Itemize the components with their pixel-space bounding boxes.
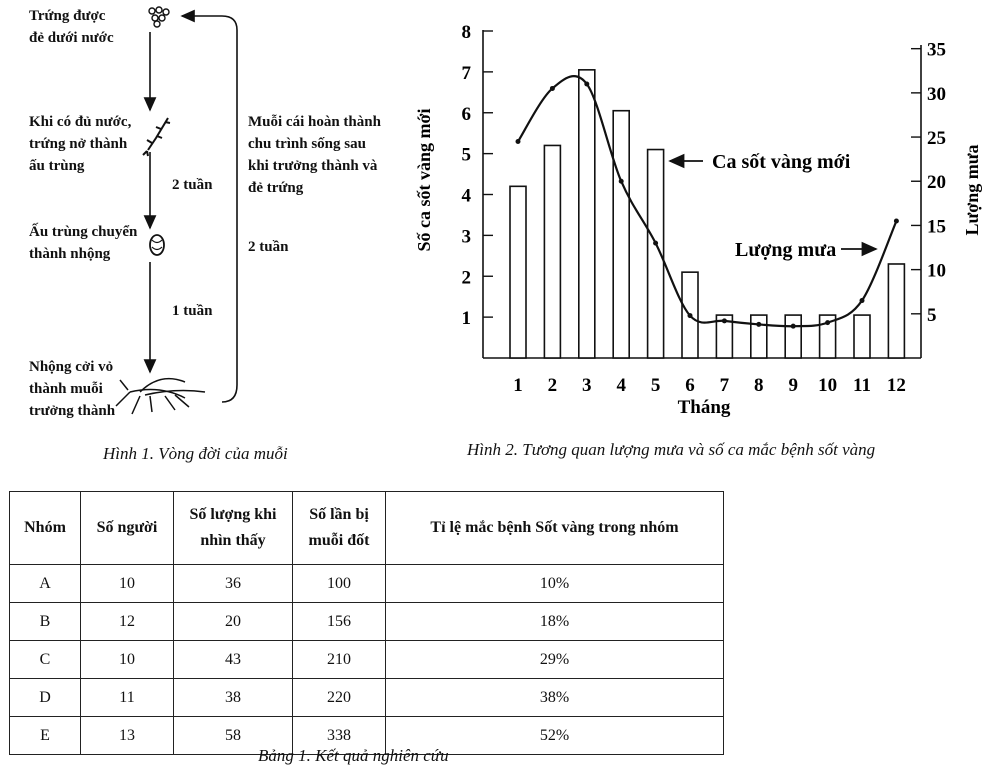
x-tick-label: 3 xyxy=(582,375,592,396)
table-cell: 52% xyxy=(386,717,724,755)
x-tick-label: 2 xyxy=(547,375,558,396)
bar-cases-3 xyxy=(579,70,595,358)
bar-cases-12 xyxy=(888,264,904,358)
header-bites: Số lần bị muỗi đốt xyxy=(293,492,386,565)
y2-tick-label: 20 xyxy=(927,172,946,194)
x-axis-label: Tháng xyxy=(677,397,731,418)
table-cell: 11 xyxy=(81,679,174,717)
table-row xyxy=(10,565,724,603)
rainfall-point-11 xyxy=(860,298,865,303)
table-row xyxy=(10,603,724,641)
y-tick-label: 7 xyxy=(461,62,471,84)
rainfall-point-7 xyxy=(722,318,727,323)
table-header-row xyxy=(10,492,724,565)
table-cell: 10% xyxy=(386,565,724,603)
y2-tick-label: 10 xyxy=(927,260,946,282)
y-tick-label: 1 xyxy=(461,308,471,330)
larva-icon xyxy=(143,118,170,156)
stage-adult-label: Nhộng cởi vỏ thành muỗi trưởng thành xyxy=(29,359,116,419)
rainfall-point-8 xyxy=(756,322,761,327)
table-cell: 10 xyxy=(81,565,174,603)
header-rate: Tỉ lệ mắc bệnh Sốt vàng trong nhóm xyxy=(386,492,724,565)
x-tick-label: 6 xyxy=(685,375,695,396)
rainfall-point-5 xyxy=(653,241,658,246)
results-table xyxy=(9,491,724,755)
table-cell: 38 xyxy=(174,679,293,717)
bar-cases-4 xyxy=(613,111,629,358)
mosquito-icon xyxy=(116,379,205,414)
figure2-caption: Hình 2. Tương quan lượng mưa và số ca mắc bệnh sốt vàng xyxy=(467,440,876,459)
figure1-caption: Hình 1. Vòng đời của muỗi xyxy=(103,444,288,463)
duration-pupa: 1 tuần xyxy=(172,303,213,319)
duration-adult: 2 tuần xyxy=(248,239,289,255)
rainfall-point-1 xyxy=(516,139,521,144)
y2-tick-label: 30 xyxy=(927,83,946,105)
y2-axis-label: Lượng mưa xyxy=(962,144,982,236)
rainfall-point-2 xyxy=(550,86,555,91)
table-cell: 29% xyxy=(386,641,724,679)
x-tick-label: 4 xyxy=(616,375,626,396)
table-cell: 210 xyxy=(293,641,386,679)
header-people: Số người xyxy=(81,492,174,565)
x-tick-label: 5 xyxy=(650,375,661,396)
table-cell: 20 xyxy=(174,603,293,641)
table-cell: 156 xyxy=(293,603,386,641)
cycle-note: Muỗi cái hoàn thành chu trình sống sau khi trưởng thành và đẻ trứng xyxy=(248,114,381,196)
table-cell: 220 xyxy=(293,679,386,717)
table-cell: E xyxy=(10,717,81,755)
table-cell: 12 xyxy=(81,603,174,641)
y-tick-label: 6 xyxy=(461,103,471,125)
rainfall-point-6 xyxy=(688,313,693,318)
y2-tick-label: 35 xyxy=(927,39,946,61)
y-axis-label: Số ca sốt vàng mới xyxy=(414,108,434,252)
y-tick-label: 8 xyxy=(461,22,471,43)
return-arrow xyxy=(182,16,237,402)
x-tick-label: 9 xyxy=(788,375,798,396)
rainfall-point-12 xyxy=(894,219,899,224)
rainfall-fever-chart xyxy=(400,0,993,430)
stage-larva-label: Khi có đủ nước, trứng nở thành ấu trùng xyxy=(29,114,132,174)
table-cell: 58 xyxy=(174,717,293,755)
bar-cases-2 xyxy=(544,145,560,358)
x-tick-label: 8 xyxy=(754,375,764,396)
y-tick-label: 2 xyxy=(461,267,471,289)
rainfall-point-3 xyxy=(584,82,589,87)
table-cell: 100 xyxy=(293,565,386,603)
rainfall-line xyxy=(518,76,896,326)
table-cell: 13 xyxy=(81,717,174,755)
header-group: Nhóm xyxy=(10,492,81,565)
y2-tick-label: 15 xyxy=(927,216,946,238)
table-cell: 36 xyxy=(174,565,293,603)
rainfall-point-4 xyxy=(619,179,624,184)
table-cell: 338 xyxy=(293,717,386,755)
table-cell: 43 xyxy=(174,641,293,679)
table-cell: D xyxy=(10,679,81,717)
stage-egg-label: Trứng được đẻ dưới nước xyxy=(29,8,114,46)
y-tick-label: 3 xyxy=(461,226,471,248)
x-tick-label: 7 xyxy=(719,375,730,396)
y2-tick-label: 5 xyxy=(927,304,937,326)
stage-pupa-label: Ấu trùng chuyển thành nhộng xyxy=(29,224,138,262)
bar-cases-9 xyxy=(785,315,801,358)
table-caption: Bảng 1. Kết quả nghiên cứu xyxy=(258,746,449,765)
duration-larva: 2 tuần xyxy=(172,177,213,193)
y2-tick-label: 25 xyxy=(927,128,946,150)
x-tick-label: 1 xyxy=(513,375,523,396)
annotation-rainfall: Lượng mưa xyxy=(735,239,837,261)
lifecycle-diagram xyxy=(0,0,400,430)
rainfall-point-10 xyxy=(825,320,830,325)
table-cell: C xyxy=(10,641,81,679)
x-tick-label: 10 xyxy=(818,375,838,396)
x-tick-label: 11 xyxy=(853,375,871,396)
table-row xyxy=(10,679,724,717)
y-tick-label: 5 xyxy=(461,144,471,166)
annotation-cases: Ca sốt vàng mới xyxy=(712,151,851,173)
table-cell: 38% xyxy=(386,679,724,717)
y-tick-label: 4 xyxy=(461,185,471,207)
bar-cases-11 xyxy=(854,315,870,358)
table-cell: B xyxy=(10,603,81,641)
header-sightings: Số lượng khi nhìn thấy xyxy=(174,492,293,565)
table-row xyxy=(10,641,724,679)
bar-cases-1 xyxy=(510,186,526,358)
pupa-icon xyxy=(150,235,164,255)
egg-raft-icon xyxy=(149,7,169,27)
x-tick-label: 12 xyxy=(886,375,906,396)
table-cell: A xyxy=(10,565,81,603)
bar-cases-8 xyxy=(751,315,767,358)
table-cell: 18% xyxy=(386,603,724,641)
table-cell: 10 xyxy=(81,641,174,679)
rainfall-point-9 xyxy=(791,324,796,329)
